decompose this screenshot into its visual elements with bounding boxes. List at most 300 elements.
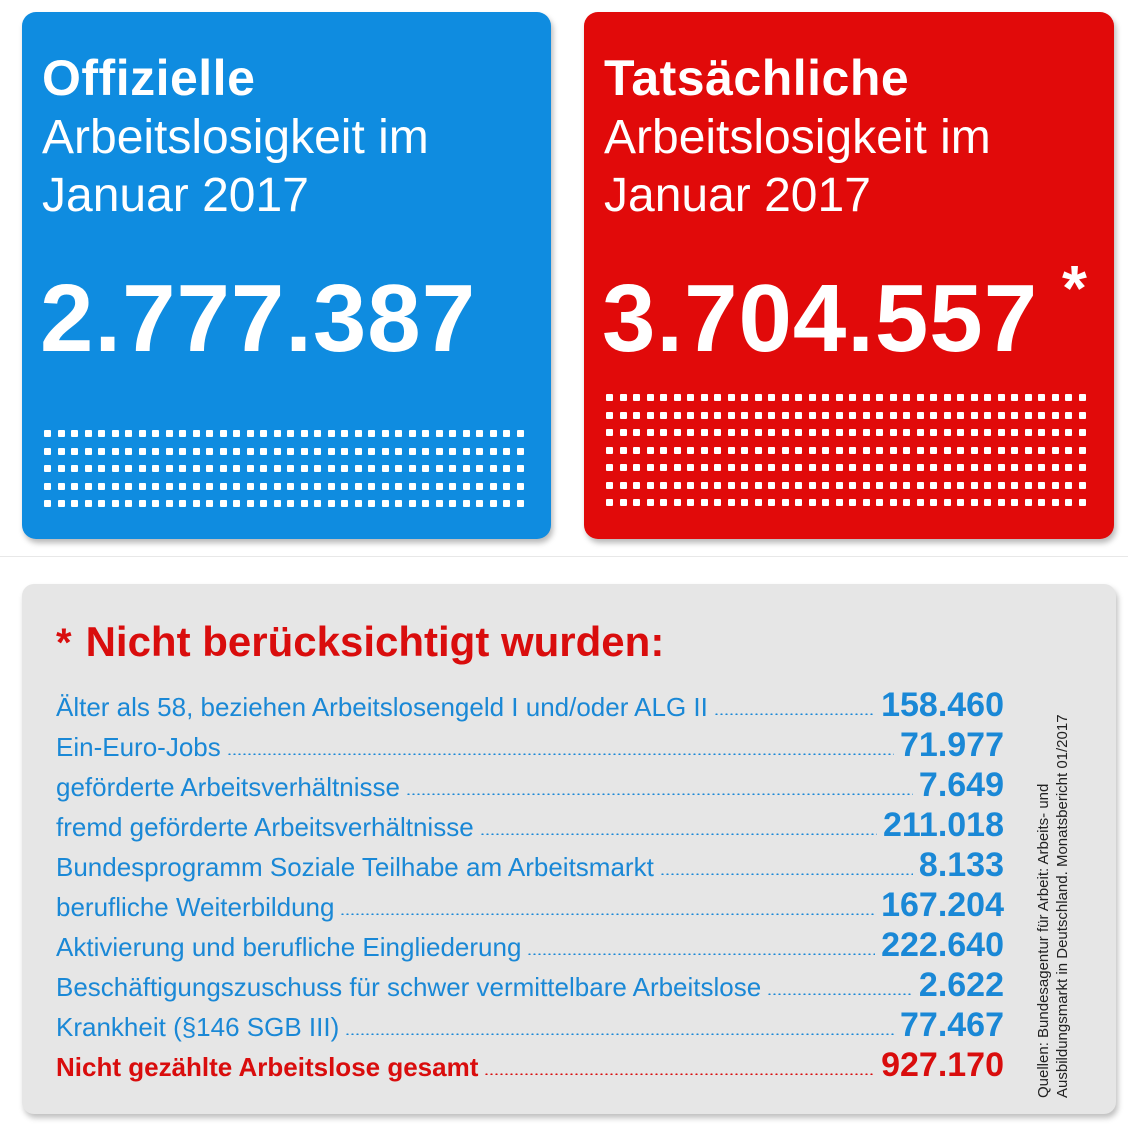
dot (341, 483, 348, 490)
dot (206, 465, 213, 472)
dot (687, 429, 694, 436)
dot (409, 448, 416, 455)
dot (152, 448, 159, 455)
dot (741, 482, 748, 489)
dot (98, 465, 105, 472)
dot (755, 447, 762, 454)
dot (503, 430, 510, 437)
dot (998, 499, 1005, 506)
dot (917, 394, 924, 401)
dot (341, 448, 348, 455)
dot (957, 429, 964, 436)
dot (463, 430, 470, 437)
dot (714, 447, 721, 454)
dot (382, 483, 389, 490)
dot (795, 447, 802, 454)
dot (606, 464, 613, 471)
dot (395, 430, 402, 437)
official-title-bold: Offizielle (42, 50, 256, 106)
dot (314, 465, 321, 472)
dot (741, 499, 748, 506)
dot (701, 394, 708, 401)
dotted-leader (340, 913, 875, 915)
dot (714, 499, 721, 506)
dot (301, 465, 308, 472)
dot (876, 447, 883, 454)
dot (436, 465, 443, 472)
item-label: fremd geförderte Arbeitsverhältnisse (56, 812, 474, 842)
dot (620, 464, 627, 471)
dot (368, 500, 375, 507)
dot (1079, 499, 1086, 506)
item-value: 158.460 (881, 686, 1004, 724)
dot (1011, 464, 1018, 471)
dot (125, 430, 132, 437)
dot (247, 430, 254, 437)
dot (1065, 499, 1072, 506)
dot (220, 483, 227, 490)
item-value: 77.467 (900, 1006, 1004, 1044)
dot (944, 464, 951, 471)
dot (633, 464, 640, 471)
dot (152, 430, 159, 437)
dot (998, 429, 1005, 436)
dot (1052, 464, 1059, 471)
dot (917, 447, 924, 454)
official-unemployment-card (22, 12, 551, 539)
dot (328, 465, 335, 472)
dot (233, 500, 240, 507)
dot (422, 500, 429, 507)
dot (287, 448, 294, 455)
item-value: 8.133 (918, 846, 1004, 884)
dot (193, 448, 200, 455)
dot (944, 412, 951, 419)
dot (517, 430, 524, 437)
dot (809, 464, 816, 471)
dot (660, 412, 667, 419)
dot (449, 465, 456, 472)
dot (755, 429, 762, 436)
dot (287, 430, 294, 437)
dot (822, 482, 829, 489)
dot-pattern (606, 394, 1092, 520)
dot (1065, 429, 1072, 436)
dot (687, 394, 694, 401)
dotted-leader (767, 993, 913, 995)
dot (998, 447, 1005, 454)
item-value: 167.204 (881, 886, 1004, 924)
dot (220, 500, 227, 507)
dot (260, 448, 267, 455)
dot (795, 394, 802, 401)
dot (449, 483, 456, 490)
dot (247, 448, 254, 455)
dot (233, 430, 240, 437)
dot-row (44, 430, 530, 438)
dot (395, 483, 402, 490)
dot (220, 448, 227, 455)
dot (409, 500, 416, 507)
dot (903, 394, 910, 401)
dot (728, 394, 735, 401)
dot (660, 482, 667, 489)
dot (449, 430, 456, 437)
dot (647, 394, 654, 401)
dot (355, 483, 362, 490)
dot (355, 430, 362, 437)
dot (836, 482, 843, 489)
dot (517, 465, 524, 472)
dot (890, 499, 897, 506)
actual-value: 3.704.557 (602, 265, 1039, 372)
dot (849, 429, 856, 436)
dot (903, 447, 910, 454)
dot (1025, 499, 1032, 506)
dot (503, 483, 510, 490)
dot (382, 500, 389, 507)
dot (620, 499, 627, 506)
dot (1011, 482, 1018, 489)
dot (809, 499, 816, 506)
dot (1052, 394, 1059, 401)
dot (112, 483, 119, 490)
dot (260, 483, 267, 490)
dot (247, 483, 254, 490)
dot (179, 448, 186, 455)
dot (944, 447, 951, 454)
list-item (56, 684, 1004, 724)
dot (647, 499, 654, 506)
dot (1052, 482, 1059, 489)
dot (98, 500, 105, 507)
dot (633, 482, 640, 489)
dot (341, 430, 348, 437)
dot (714, 464, 721, 471)
dot (714, 429, 721, 436)
dot (1052, 499, 1059, 506)
dot (863, 447, 870, 454)
dot (660, 429, 667, 436)
dot (903, 412, 910, 419)
dot (179, 500, 186, 507)
dot-row (44, 448, 530, 456)
dot (768, 429, 775, 436)
dot (71, 448, 78, 455)
dot (633, 412, 640, 419)
dot (422, 465, 429, 472)
dot (606, 412, 613, 419)
dot (274, 500, 281, 507)
dotted-leader (527, 953, 875, 955)
dot-row (606, 394, 1092, 402)
item-value: 71.977 (900, 726, 1004, 764)
dot-row (606, 447, 1092, 455)
dot (984, 482, 991, 489)
dot (971, 394, 978, 401)
dot (368, 465, 375, 472)
dot (1025, 394, 1032, 401)
dot (917, 464, 924, 471)
dot (984, 447, 991, 454)
dot (714, 482, 721, 489)
dot (620, 412, 627, 419)
dot (112, 448, 119, 455)
dot (822, 464, 829, 471)
dotted-leader (406, 793, 913, 795)
dot (620, 429, 627, 436)
dot (233, 465, 240, 472)
list-item (56, 884, 1004, 924)
dot (728, 412, 735, 419)
dot (1079, 464, 1086, 471)
total-value: 927.170 (881, 1046, 1004, 1084)
dot (944, 394, 951, 401)
dot (890, 447, 897, 454)
dot (85, 430, 92, 437)
dot (368, 430, 375, 437)
dot (755, 482, 762, 489)
dot (876, 464, 883, 471)
dotted-leader (227, 753, 894, 755)
dot (701, 412, 708, 419)
dot (930, 482, 937, 489)
dot (476, 465, 483, 472)
dot (1065, 447, 1072, 454)
dot (179, 430, 186, 437)
dot (463, 483, 470, 490)
dot (890, 394, 897, 401)
dot (768, 464, 775, 471)
dot (795, 464, 802, 471)
dot (984, 412, 991, 419)
dot (382, 465, 389, 472)
dot (1079, 429, 1086, 436)
dot (125, 483, 132, 490)
dot (768, 499, 775, 506)
dot (449, 448, 456, 455)
dot (687, 412, 694, 419)
dot (71, 465, 78, 472)
dot (1065, 482, 1072, 489)
dot (863, 499, 870, 506)
total-row (56, 1044, 1004, 1084)
dot (314, 483, 321, 490)
dot (863, 412, 870, 419)
dot (903, 482, 910, 489)
dot (660, 447, 667, 454)
dot (517, 483, 524, 490)
dot (903, 429, 910, 436)
dot (71, 430, 78, 437)
dot (490, 465, 497, 472)
dot (998, 412, 1005, 419)
dot (220, 465, 227, 472)
dot (112, 500, 119, 507)
official-value: 2.777.387 (40, 265, 477, 372)
dot (930, 394, 937, 401)
dot (152, 465, 159, 472)
dot (476, 483, 483, 490)
dot (836, 464, 843, 471)
dot (755, 499, 762, 506)
dot (647, 447, 654, 454)
dot (1079, 394, 1086, 401)
dot (809, 412, 816, 419)
dot (971, 464, 978, 471)
dot (274, 430, 281, 437)
dot (328, 430, 335, 437)
dot (206, 448, 213, 455)
dot (1011, 412, 1018, 419)
dot (768, 482, 775, 489)
dot (687, 464, 694, 471)
item-label: Älter als 58, beziehen Arbeitslosengeld I und/oder ALG II (56, 692, 708, 722)
dot (139, 448, 146, 455)
dot (1052, 429, 1059, 436)
dot (606, 394, 613, 401)
dot (85, 500, 92, 507)
dot (647, 482, 654, 489)
item-label: geförderte Arbeitsverhältnisse (56, 772, 400, 802)
dot (782, 499, 789, 506)
dot (741, 447, 748, 454)
source-line: Quellen: Bundesagentur für Arbeit: Arbeits- und (1035, 783, 1052, 1098)
dot (422, 448, 429, 455)
dot (1038, 464, 1045, 471)
dot (260, 500, 267, 507)
dot (795, 499, 802, 506)
dot (409, 465, 416, 472)
dot (490, 500, 497, 507)
dot (98, 430, 105, 437)
dot (755, 464, 762, 471)
dot (517, 448, 524, 455)
dot-row (606, 412, 1092, 420)
dot (890, 464, 897, 471)
official-title-line3: Januar 2017 (42, 169, 309, 222)
not-counted-panel (22, 584, 1116, 1114)
dot (944, 499, 951, 506)
dot (1038, 394, 1045, 401)
dot (1038, 482, 1045, 489)
dot (944, 482, 951, 489)
dot (849, 482, 856, 489)
dot (71, 500, 78, 507)
dot-row (606, 482, 1092, 490)
dot (687, 482, 694, 489)
dot (849, 412, 856, 419)
dot (957, 412, 964, 419)
dot (903, 464, 910, 471)
dot (112, 430, 119, 437)
dot (490, 483, 497, 490)
dot (395, 500, 402, 507)
dot (193, 465, 200, 472)
dot (741, 429, 748, 436)
dot (341, 500, 348, 507)
dot (503, 500, 510, 507)
actual-title-line2: Arbeitslosigkeit im (604, 111, 991, 164)
dot (863, 394, 870, 401)
list-item (56, 764, 1004, 804)
dot (728, 429, 735, 436)
dot (741, 412, 748, 419)
dot (795, 429, 802, 436)
dot (674, 464, 681, 471)
dotted-leader (660, 873, 913, 875)
dotted-leader (484, 1073, 875, 1075)
dot (125, 448, 132, 455)
dot (274, 483, 281, 490)
item-label: Aktivierung und berufliche Eingliederung (56, 932, 522, 962)
dot (1038, 412, 1045, 419)
notes-heading (56, 618, 664, 667)
dot (971, 499, 978, 506)
dot (836, 429, 843, 436)
dot (930, 429, 937, 436)
dot (674, 429, 681, 436)
section-divider (0, 556, 1128, 557)
dot (606, 429, 613, 436)
dot (647, 412, 654, 419)
dot (98, 448, 105, 455)
dot (503, 465, 510, 472)
total-label: Nicht gezählte Arbeitslose gesamt (56, 1052, 479, 1082)
dot (287, 465, 294, 472)
dot (355, 500, 362, 507)
dot (166, 448, 173, 455)
dot-row (606, 464, 1092, 472)
dot (449, 500, 456, 507)
item-label: Ein-Euro-Jobs (56, 732, 221, 762)
item-label: Krankheit (§146 SGB III) (56, 1012, 340, 1042)
dot (971, 429, 978, 436)
dot (863, 464, 870, 471)
dot (876, 482, 883, 489)
dot (917, 429, 924, 436)
dot (836, 412, 843, 419)
dot (701, 464, 708, 471)
dot (822, 429, 829, 436)
dot (728, 447, 735, 454)
dot (355, 448, 362, 455)
dot (863, 429, 870, 436)
dot (674, 482, 681, 489)
dot (220, 430, 227, 437)
dot (836, 447, 843, 454)
dot (112, 465, 119, 472)
dot (971, 412, 978, 419)
official-title-line2: Arbeitslosigkeit im (42, 111, 429, 164)
dot (687, 447, 694, 454)
dot (917, 482, 924, 489)
dot (957, 447, 964, 454)
dot (620, 447, 627, 454)
dot (1038, 499, 1045, 506)
dot (903, 499, 910, 506)
item-label: Bundesprogramm Soziale Teilhabe am Arbeitsmarkt (56, 852, 654, 882)
dot (822, 412, 829, 419)
dot (809, 482, 816, 489)
dot (984, 429, 991, 436)
dot (436, 500, 443, 507)
dot (274, 465, 281, 472)
dot (836, 499, 843, 506)
dot (409, 430, 416, 437)
notes-heading-text: Nicht berücksichtigt wurden: (85, 618, 665, 665)
dotted-leader (480, 833, 877, 835)
